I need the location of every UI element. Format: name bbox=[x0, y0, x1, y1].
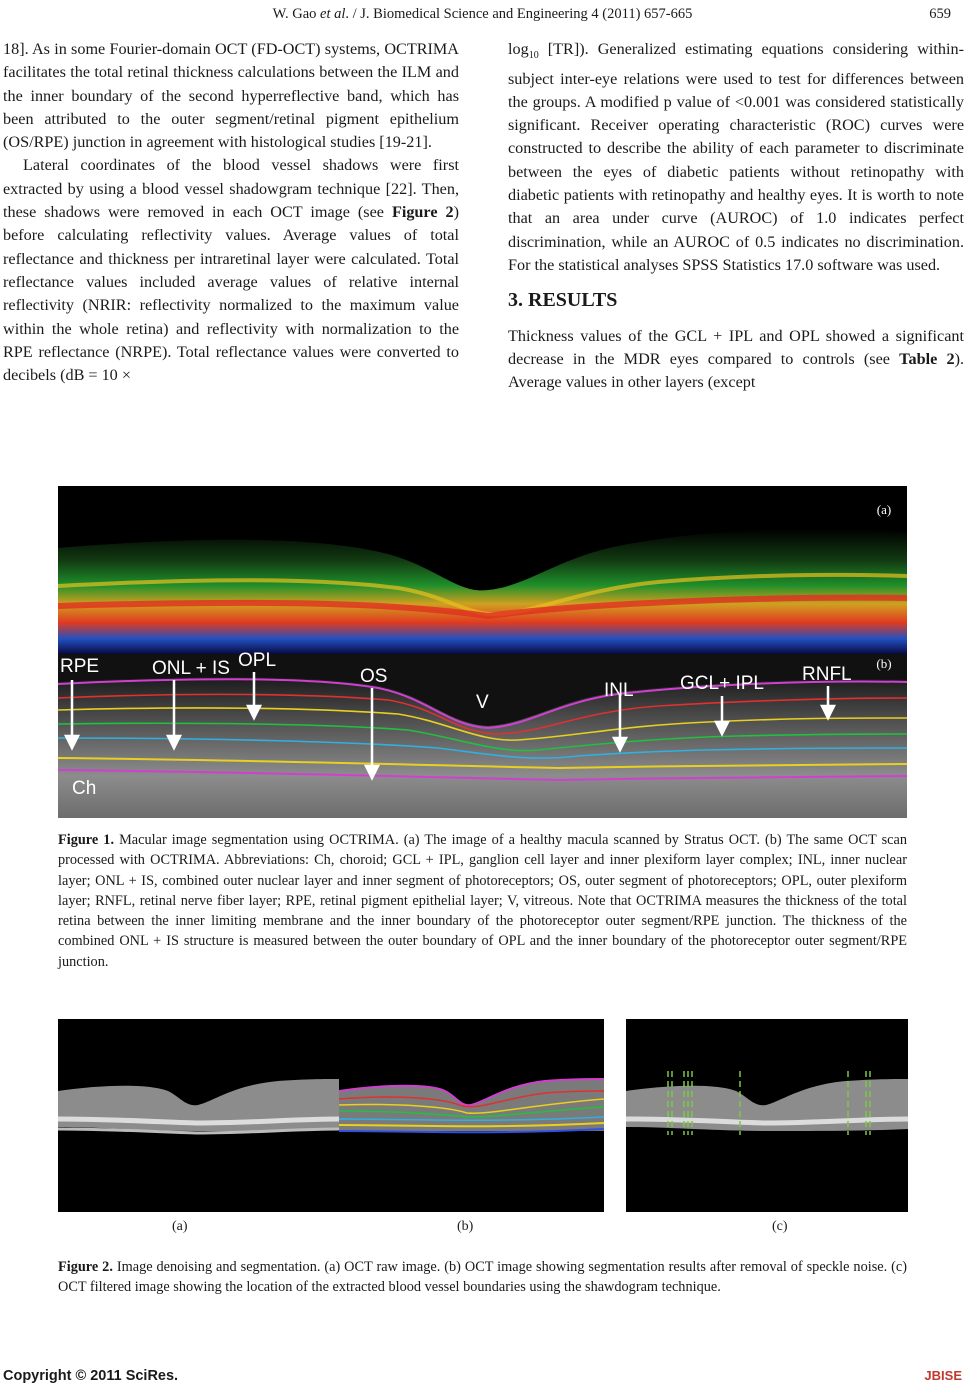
paragraph: $\log_{10} [TR]$). Generalized estimating equations considering within-subject inter-eye relations were used to test for differences between the groups. A modified p value of <0.001 was considered statistically significant. Receiver operating characteristic (ROC) curves were constructed to describe the ability of each parameter to discriminate between the eyes of diabetic patients without retinopathy with diabetic patients with retinopathy and healthy eyes. It is worth to note that an area under curve (AUROC) of 1.0 indicates perfect discrimination, while an AUROC of 0.5 indicates no discrimination. For the statistical analyses SPSS Statistics 17.0 software was used. bbox=[508, 40, 964, 274]
figure-2-label-b: (b) bbox=[457, 1219, 474, 1234]
table-reference[interactable]: Table 2 bbox=[899, 349, 955, 368]
figure-2-panel-b bbox=[339, 1019, 604, 1212]
section-heading: 3. RESULTS bbox=[508, 289, 618, 312]
journal-name: JBISE bbox=[924, 1368, 962, 1383]
running-head: W. Gao et al. / J. Biomedical Science and Engineering 4 (2011) 657-665 bbox=[272, 6, 693, 22]
figure-1-image bbox=[58, 486, 907, 818]
figure-2-panel-c bbox=[626, 1019, 908, 1212]
paragraph: 18]. As in some Fourier-domain OCT (FD-OCT) systems, OCTRIMA facilitates the total retinal thickness calculations between the ILM and the inner boundary of the second hyperreflective band, which has been attributed to the outer segment/retinal pigment epithelium (OS/RPE) junction in agreement with histological studies [19-21]. bbox=[3, 40, 459, 152]
left-column bbox=[3, 38, 459, 387]
figure-2-caption: Figure 2. Image denoising and segmentation. (a) OCT raw image. (b) OCT image showing segmentation results after removal of speckle noise. (c) OCT filtered image showing the location of the extracted blood vessel boundaries using the shawdogram technique. bbox=[58, 1259, 907, 1296]
copyright-notice: Copyright © 2011 SciRes. bbox=[3, 1368, 179, 1384]
label-v: V bbox=[476, 692, 489, 713]
label-os: OS bbox=[360, 666, 388, 687]
label-rnfl: RNFL bbox=[802, 664, 852, 685]
panel-b-label: (b) bbox=[876, 656, 892, 671]
label-inl: INL bbox=[604, 680, 634, 701]
label-ch: Ch bbox=[72, 778, 97, 799]
page-footer bbox=[3, 1368, 965, 1386]
figure-1-svg bbox=[58, 486, 907, 818]
figure-2-panel-a bbox=[58, 1019, 340, 1212]
paragraph: Thickness values of the GCL + IPL and OPL showed a significant decrease in the MDR eyes compared to controls (see Table 2). Average values in other layers (except bbox=[508, 326, 964, 392]
figure-2-label-c: (c) bbox=[772, 1219, 788, 1234]
label-rpe: RPE bbox=[60, 656, 100, 677]
running-header bbox=[0, 6, 965, 28]
panel-a-label: (a) bbox=[876, 502, 892, 517]
figure-1-caption: Figure 1. Macular image segmentation using OCTRIMA. (a) The image of a healthy macula scanned by Stratus OCT. (b) The same OCT scan processed with OCTRIMA. Abbreviations: Ch, choroid; GCL + IPL, ganglion cell layer and inner plexiform layer complex; INL, inner nuclear layer; ONL + IS, combined outer nuclear layer and inner segment of photoreceptors; OS, outer segment of photoreceptors; OPL, outer plexiform layer; RNFL, retinal nerve fiber layer; RPE, retinal pigment epithelial layer; V, vitreous. Note that OCTRIMA measures the thickness of the total retina between the inner limiting membrane and the inner boundary of the photoreceptor outer segment/RPE junction. The thickness of the combined ONL + IS structure is measured between the outer boundary of OPL and the inner boundary of the photoreceptor outer segment/RPE junction. bbox=[58, 832, 907, 970]
page-number: 659 bbox=[929, 6, 951, 22]
running-head-etal: et al bbox=[320, 6, 346, 22]
figure-2-label-a: (a) bbox=[172, 1219, 188, 1234]
label-opl: OPL bbox=[238, 650, 277, 671]
oct-color-panel bbox=[58, 502, 907, 654]
paragraph: Lateral coordinates of the blood vessel shadows were first extracted by using a blood vessel shadowgram technique [22]. Then, these shadows were removed in each OCT image (see Figure 2) before calculating reflectivity values. Average values of total reflectance and thickness per intraretinal layer were calculated. Total reflectance values included average values of relative internal reflectivity (NRIR: reflectivity normalized to the maximum value within the whole retina) and reflectivity with normalization to the RPE reflectance (NRPE). Total reflectance values were converted to decibels (dB = 10 × bbox=[3, 156, 459, 385]
oct-segmented-panel bbox=[58, 650, 907, 818]
figure-reference[interactable]: Figure 2 bbox=[391, 203, 454, 222]
label-onl-is: ONL + IS bbox=[152, 658, 230, 679]
right-column bbox=[508, 38, 964, 394]
label-gcl-ipl: GCL+ IPL bbox=[680, 673, 764, 694]
